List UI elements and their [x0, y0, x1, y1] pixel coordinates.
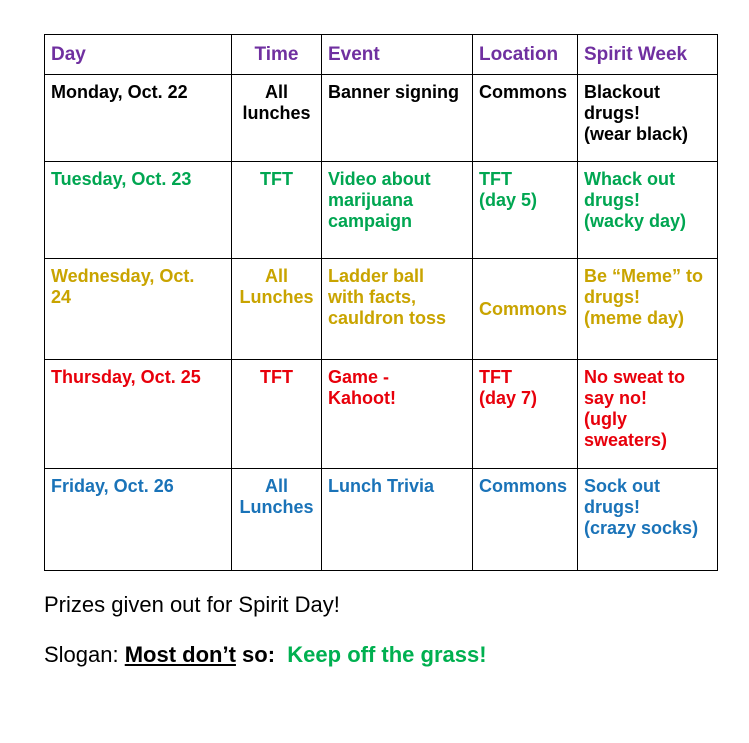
time-cell: All lunches — [232, 75, 322, 162]
day-cell: Monday, Oct. 22 — [45, 75, 232, 162]
spirit-week-cell: Sock out drugs! (crazy socks) — [578, 469, 718, 571]
table-row — [45, 259, 718, 360]
day-cell: Friday, Oct. 26 — [45, 469, 232, 571]
slogan-so: so: — [235, 642, 276, 667]
event-cell: Ladder ball with facts, cauldron toss — [322, 259, 473, 360]
header-spirit-week: Spirit Week — [578, 35, 718, 75]
table-row — [45, 360, 718, 469]
table-row — [45, 75, 718, 162]
location-cell: Commons — [473, 75, 578, 162]
header-time: Time — [232, 35, 322, 75]
slogan-label: Slogan: — [44, 642, 125, 667]
prizes-note: Prizes given out for Spirit Day! — [44, 592, 340, 617]
time-cell: All Lunches — [232, 469, 322, 571]
spirit-week-cell: Be “Meme” to drugs! (meme day) — [578, 259, 718, 360]
location-cell: TFT (day 5) — [473, 162, 578, 259]
header-location: Location — [473, 35, 578, 75]
time-cell: All Lunches — [232, 259, 322, 360]
slogan-main: Most don’t — [124, 642, 236, 667]
spirit-week-cell: Whack out drugs! (wacky day) — [578, 162, 718, 259]
day-cell: Wednesday, Oct. 24 — [45, 259, 232, 360]
event-cell: Game - Kahoot! — [322, 360, 473, 469]
day-cell: Thursday, Oct. 25 — [45, 360, 232, 469]
location-cell: TFT (day 7) — [473, 360, 578, 469]
time-cell: TFT — [232, 360, 322, 469]
spirit-week-schedule-table — [44, 34, 718, 571]
time-cell: TFT — [232, 162, 322, 259]
header-day: Day — [45, 35, 232, 75]
event-cell: Lunch Trivia — [322, 469, 473, 571]
event-cell: Video about marijuana campaign — [322, 162, 473, 259]
table-row — [45, 469, 718, 571]
table-header-row — [45, 35, 718, 75]
header-event: Event — [322, 35, 473, 75]
slogan-tagline: Keep off the grass! — [287, 642, 487, 667]
table-row — [45, 162, 718, 259]
slogan-line — [44, 642, 487, 668]
spirit-week-cell: Blackout drugs! (wear black) — [578, 75, 718, 162]
spirit-week-cell: No sweat to say no! (ugly sweaters) — [578, 360, 718, 469]
location-cell: Commons — [473, 469, 578, 571]
location-cell: Commons — [473, 259, 578, 360]
event-cell: Banner signing — [322, 75, 473, 162]
day-cell: Tuesday, Oct. 23 — [45, 162, 232, 259]
